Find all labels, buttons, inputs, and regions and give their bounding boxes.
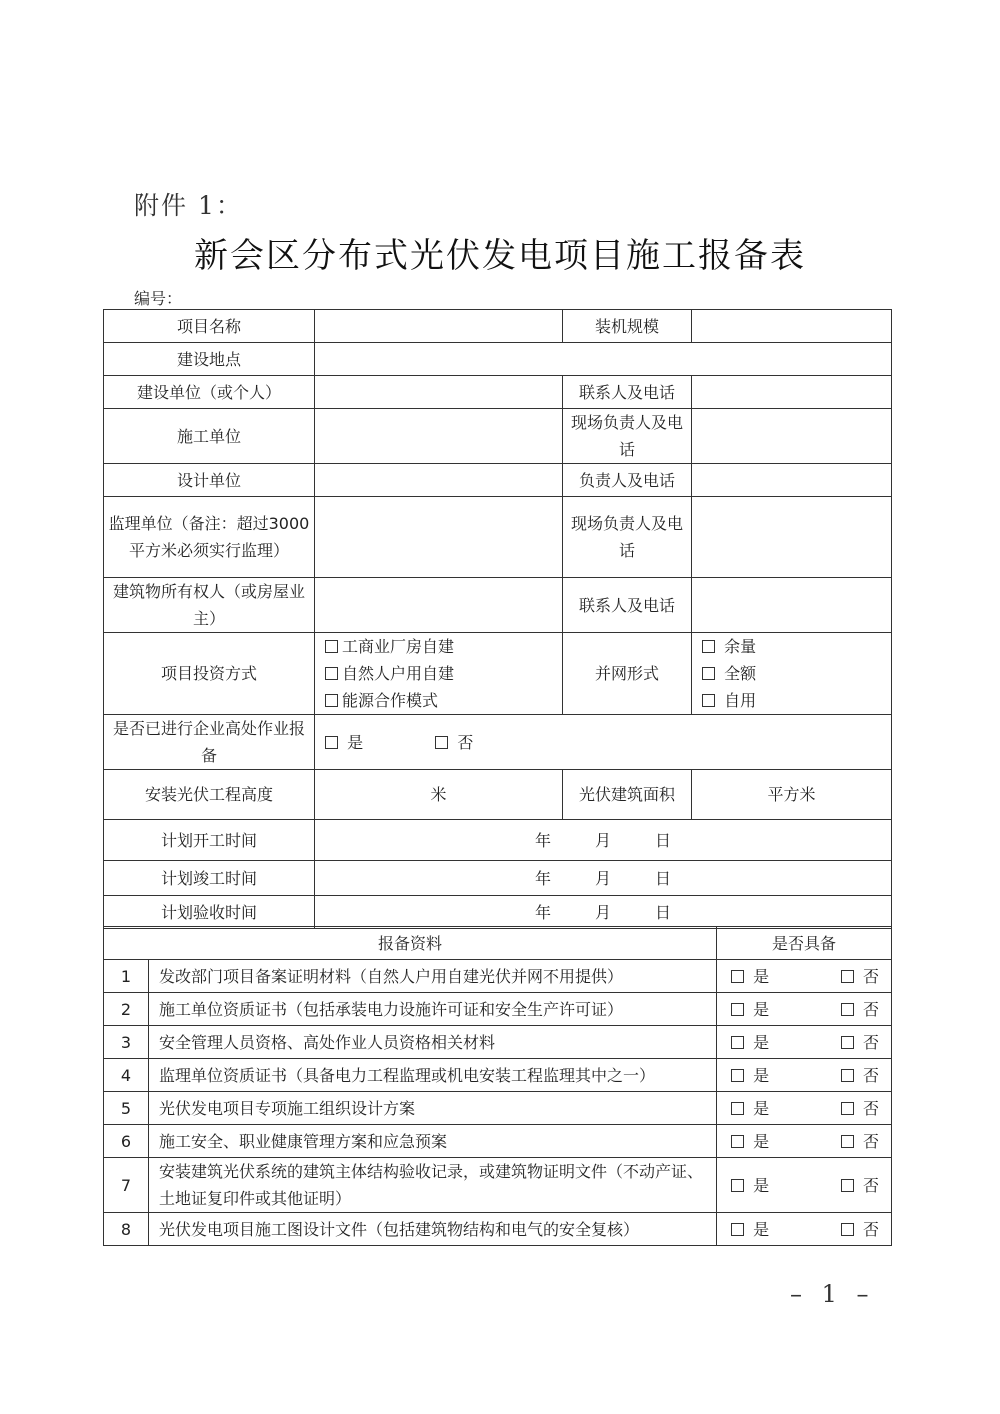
area-field[interactable] xyxy=(692,770,892,820)
checkbox-icon[interactable] xyxy=(702,640,715,653)
constructor-label: 施工单位 xyxy=(104,409,315,464)
no-option[interactable]: 否 xyxy=(841,963,879,990)
no-option[interactable]: 否 xyxy=(841,1095,879,1122)
table-row xyxy=(104,1125,892,1158)
day-unit: 日 xyxy=(655,830,672,850)
table-row xyxy=(104,1092,892,1125)
meter-unit: 米 xyxy=(430,785,447,804)
checkbox-icon[interactable] xyxy=(731,1036,744,1049)
height-work-label: 是否已进行企业高处作业报备 xyxy=(104,715,315,770)
day-unit: 日 xyxy=(655,868,672,888)
yes-option[interactable]: 是 xyxy=(731,963,769,990)
material-item: 安全管理人员资格、高处作业人员资格相关材料 xyxy=(149,1026,717,1059)
constructor-field[interactable] xyxy=(315,409,563,464)
site-manager2-field[interactable] xyxy=(692,497,892,578)
no-option[interactable]: 否 xyxy=(841,1128,879,1155)
materials-table xyxy=(103,926,892,1246)
checkbox-icon[interactable] xyxy=(702,667,715,680)
grid-option-1[interactable]: 余量 xyxy=(702,633,887,660)
finish-time-label: 计划竣工时间 xyxy=(104,861,315,896)
checkbox-icon[interactable] xyxy=(435,736,448,749)
yes-option[interactable]: 是 xyxy=(731,996,769,1023)
site-manager-label: 现场负责人及电话 xyxy=(563,409,692,464)
yes-option[interactable]: 是 xyxy=(731,1029,769,1056)
capacity-field[interactable] xyxy=(692,310,892,343)
checkbox-icon[interactable] xyxy=(325,694,338,707)
manager-phone-label: 负责人及电话 xyxy=(563,464,692,497)
availability-cell xyxy=(717,1059,892,1092)
no-option[interactable]: 否 xyxy=(841,1216,879,1243)
accept-time-label: 计划验收时间 xyxy=(104,896,315,929)
project-name-label: 项目名称 xyxy=(104,310,315,343)
sqm-unit: 平方米 xyxy=(767,785,816,804)
height-work-no[interactable]: 否 xyxy=(435,733,473,752)
contact-phone-field[interactable] xyxy=(692,376,892,409)
install-height-label: 安装光伏工程高度 xyxy=(104,770,315,820)
contact-phone-label: 联系人及电话 xyxy=(563,376,692,409)
row-number: 1 xyxy=(104,960,149,993)
grid-option-2[interactable]: 全额 xyxy=(702,660,887,687)
checkbox-icon[interactable] xyxy=(731,970,744,983)
checkbox-icon[interactable] xyxy=(731,1223,744,1236)
no-option[interactable]: 否 xyxy=(841,996,879,1023)
checkbox-icon[interactable] xyxy=(841,1179,854,1192)
materials-header: 报备资料 xyxy=(104,927,717,960)
checkbox-icon[interactable] xyxy=(325,667,338,680)
grid-option-3[interactable]: 自用 xyxy=(702,687,887,714)
yes-option[interactable]: 是 xyxy=(731,1216,769,1243)
checkbox-icon[interactable] xyxy=(841,1036,854,1049)
table-row xyxy=(104,960,892,993)
availability-cell xyxy=(717,1125,892,1158)
start-time-field[interactable] xyxy=(315,820,892,861)
yes-option[interactable]: 是 xyxy=(731,1172,769,1199)
row-number: 8 xyxy=(104,1213,149,1246)
checkbox-icon[interactable] xyxy=(841,970,854,983)
row-number: 4 xyxy=(104,1059,149,1092)
checkbox-icon[interactable] xyxy=(731,1135,744,1148)
year-unit: 年 xyxy=(534,830,551,850)
project-info-table xyxy=(103,309,892,929)
availability-cell xyxy=(717,1213,892,1246)
supervisor-label: 监理单位（备注：超过3000 平方米必须实行监理） xyxy=(104,497,315,578)
year-unit: 年 xyxy=(534,868,551,888)
owner-label: 建筑物所有权人（或房屋业主） xyxy=(104,578,315,633)
owner-field[interactable] xyxy=(315,578,563,633)
page-number: – 1 – xyxy=(790,1280,875,1308)
no-option[interactable]: 否 xyxy=(841,1062,879,1089)
material-item: 发改部门项目备案证明材料（自然人户用自建光伏并网不用提供） xyxy=(149,960,717,993)
project-name-field[interactable] xyxy=(315,310,563,343)
builder-label: 建设单位（或个人） xyxy=(104,376,315,409)
accept-time-field[interactable] xyxy=(315,896,892,929)
start-time-label: 计划开工时间 xyxy=(104,820,315,861)
table-row xyxy=(104,1026,892,1059)
checkbox-icon[interactable] xyxy=(731,1179,744,1192)
height-work-options xyxy=(315,715,892,770)
checkbox-icon[interactable] xyxy=(731,1102,744,1115)
manager-phone-field[interactable] xyxy=(692,464,892,497)
table-row xyxy=(104,1158,892,1213)
checkbox-icon[interactable] xyxy=(841,1135,854,1148)
investment-option-1[interactable]: 工商业厂房自建 xyxy=(325,633,558,660)
checkbox-icon[interactable] xyxy=(841,1102,854,1115)
contact-phone2-label: 联系人及电话 xyxy=(563,578,692,633)
row-number: 3 xyxy=(104,1026,149,1059)
row-number: 5 xyxy=(104,1092,149,1125)
grid-label: 并网形式 xyxy=(563,633,692,715)
checkbox-icon[interactable] xyxy=(731,1003,744,1016)
investment-options xyxy=(315,633,563,715)
availability-cell xyxy=(717,1158,892,1213)
checkbox-icon[interactable] xyxy=(702,694,715,707)
designer-field[interactable] xyxy=(315,464,563,497)
month-unit: 月 xyxy=(594,902,611,922)
year-unit: 年 xyxy=(534,902,551,922)
checkbox-icon[interactable] xyxy=(325,736,338,749)
day-unit: 日 xyxy=(655,902,672,922)
table-row xyxy=(104,1059,892,1092)
material-item: 施工单位资质证书（包括承装电力设施许可证和安全生产许可证） xyxy=(149,993,717,1026)
investment-label: 项目投资方式 xyxy=(104,633,315,715)
grid-options xyxy=(692,633,892,715)
supervisor-field[interactable] xyxy=(315,497,563,578)
serial-number-label: 编号： xyxy=(134,289,183,308)
attachment-label: 附件 1： xyxy=(134,191,243,220)
checkbox-icon[interactable] xyxy=(841,1223,854,1236)
site-manager2-label: 现场负责人及电话 xyxy=(563,497,692,578)
height-work-yes[interactable]: 是 xyxy=(325,733,363,752)
availability-cell xyxy=(717,960,892,993)
investment-option-2[interactable]: 自然人户用自建 xyxy=(325,660,558,687)
availability-cell xyxy=(717,1026,892,1059)
area-label: 光伏建筑面积 xyxy=(563,770,692,820)
checkbox-icon[interactable] xyxy=(841,1003,854,1016)
material-item: 施工安全、职业健康管理方案和应急预案 xyxy=(149,1125,717,1158)
location-field[interactable] xyxy=(315,343,892,376)
month-unit: 月 xyxy=(594,868,611,888)
row-number: 2 xyxy=(104,993,149,1026)
finish-time-field[interactable] xyxy=(315,861,892,896)
checkbox-icon[interactable] xyxy=(841,1069,854,1082)
yes-option[interactable]: 是 xyxy=(731,1128,769,1155)
material-item: 光伏发电项目施工图设计文件（包括建筑物结构和电气的安全复核） xyxy=(149,1213,717,1246)
yes-option[interactable]: 是 xyxy=(731,1095,769,1122)
investment-option-3[interactable]: 能源合作模式 xyxy=(325,687,558,714)
no-option[interactable]: 否 xyxy=(841,1172,879,1199)
contact-phone2-field[interactable] xyxy=(692,578,892,633)
material-item: 监理单位资质证书（具备电力工程监理或机电安装工程监理其中之一） xyxy=(149,1059,717,1092)
builder-field[interactable] xyxy=(315,376,563,409)
material-item: 安装建筑光伏系统的建筑主体结构验收记录，或建筑物证明文件（不动产证、土地证复印件或其他证明） xyxy=(149,1158,717,1213)
checkbox-icon[interactable] xyxy=(731,1069,744,1082)
yes-option[interactable]: 是 xyxy=(731,1062,769,1089)
availability-cell xyxy=(717,1092,892,1125)
month-unit: 月 xyxy=(594,830,611,850)
no-option[interactable]: 否 xyxy=(841,1029,879,1056)
capacity-label: 装机规模 xyxy=(563,310,692,343)
checkbox-icon[interactable] xyxy=(325,640,338,653)
page-title: 新会区分布式光伏发电项目施工报备表 xyxy=(194,236,806,276)
install-height-field[interactable] xyxy=(315,770,563,820)
availability-cell xyxy=(717,993,892,1026)
location-label: 建设地点 xyxy=(104,343,315,376)
table-row xyxy=(104,993,892,1026)
material-item: 光伏发电项目专项施工组织设计方案 xyxy=(149,1092,717,1125)
site-manager-field[interactable] xyxy=(692,409,892,464)
row-number: 6 xyxy=(104,1125,149,1158)
table-row xyxy=(104,1213,892,1246)
status-header: 是否具备 xyxy=(717,927,892,960)
row-number: 7 xyxy=(104,1158,149,1213)
designer-label: 设计单位 xyxy=(104,464,315,497)
